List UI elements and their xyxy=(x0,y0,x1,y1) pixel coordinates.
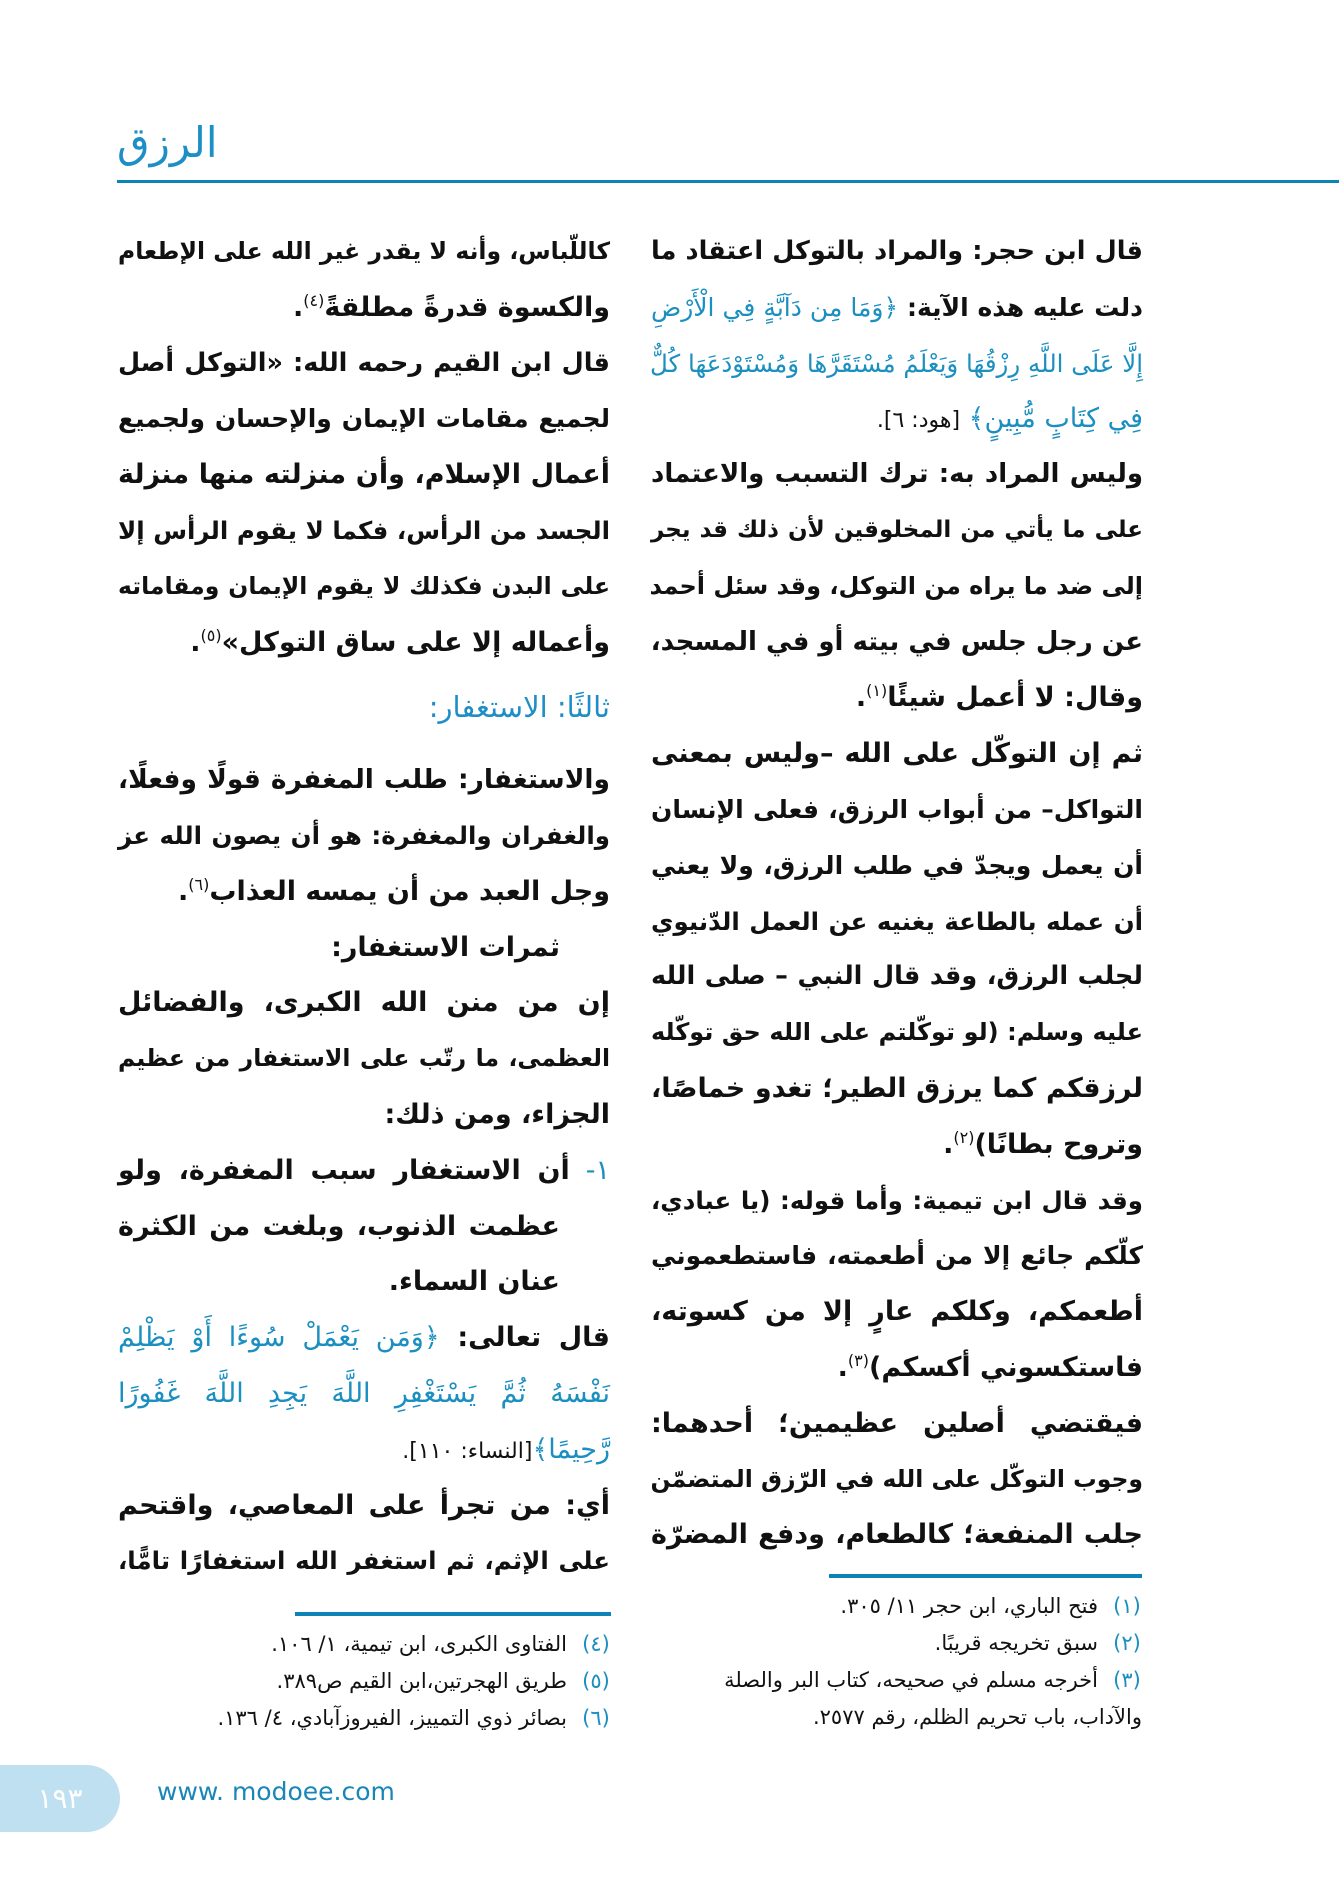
text: والاستغفار: طلب المغفرة قولًا وفعلًا، xyxy=(118,764,610,796)
text-line xyxy=(118,1031,610,1087)
text-line xyxy=(651,1507,1143,1563)
text-line xyxy=(118,503,610,559)
quran-verse: رَّحِيمًا﴾ xyxy=(532,1433,610,1465)
footnote-marker[interactable]: (١) xyxy=(866,681,888,701)
text: والغفران والمغفرة: هو أن يصون الله عز xyxy=(118,820,610,850)
text-line xyxy=(651,949,1143,1005)
footnote-marker[interactable]: (٤) xyxy=(303,290,325,310)
text-line xyxy=(651,670,1143,726)
text: وتروح بطانًا) xyxy=(974,1128,1143,1160)
text-line xyxy=(651,615,1143,671)
text: فيقتضي أصلين عظيمين؛ أحدهما: xyxy=(651,1407,1143,1439)
footnote xyxy=(118,1700,611,1737)
text: . xyxy=(855,682,867,714)
text-line xyxy=(651,1061,1143,1117)
footer-url[interactable]: www. modoee.com xyxy=(157,1777,395,1806)
page-number: ١٩٣ xyxy=(0,1765,120,1832)
footnote xyxy=(118,1663,611,1700)
text: الجزاء، ومن ذلك: xyxy=(384,1098,610,1130)
text-line xyxy=(118,920,610,976)
text-line xyxy=(651,838,1143,894)
footnote-continuation: والآداب، باب تحريم الظلم، رقم ٢٥٧٧. xyxy=(812,1705,1142,1729)
footnote-text: سبق تخريجه قريبًا. xyxy=(934,1631,1098,1655)
text: والكسوة قدرةً مطلقةً xyxy=(324,291,610,323)
text-line xyxy=(118,1422,610,1478)
text-line xyxy=(651,1005,1143,1061)
text-line xyxy=(651,1396,1143,1452)
footnotes-right xyxy=(640,1588,1142,1736)
footnote-text: بصائر ذوي التمييز، الفيروزآبادي، ٤/ ١٣٦. xyxy=(217,1706,567,1730)
text: على ما يأتي من المخلوقين لأن ذلك قد يجر xyxy=(651,516,1143,543)
left-column xyxy=(118,224,610,1589)
footnote-marker[interactable]: (٥) xyxy=(200,625,222,645)
text-line xyxy=(118,864,610,920)
text-line xyxy=(118,752,610,808)
footnote-number: (٣) xyxy=(1113,1668,1141,1692)
footnote-number: (٥) xyxy=(582,1669,610,1693)
text: وجل العبد من أن يمسه العذاب xyxy=(209,875,610,907)
footnote-text: أخرجه مسلم في صحيحه، كتاب البر والصلة xyxy=(724,1668,1098,1692)
text-line xyxy=(651,782,1143,838)
text-line xyxy=(118,1254,610,1310)
footnote-text: الفتاوى الكبرى، ابن تيمية، ١/ ١٠٦. xyxy=(271,1632,567,1656)
text: قال ابن حجر: والمراد بالتوكل اعتقاد ما xyxy=(651,236,1143,266)
footnote xyxy=(640,1588,1142,1625)
text: كلّكم جائع إلا من أطعمته، فاستطعموني xyxy=(651,1241,1143,1271)
text: أن عمله بالطاعة يغنيه عن العمل الدّنيوي xyxy=(651,906,1143,936)
text-line xyxy=(651,559,1143,615)
footnote-rule-left xyxy=(295,1612,611,1616)
footnote-number: (١) xyxy=(1113,1594,1141,1618)
text: لرزقكم كما يرزق الطير؛ تغدو خماصًا، xyxy=(651,1072,1143,1104)
footnote-marker[interactable]: (٦) xyxy=(188,874,210,894)
text: دلت عليه هذه الآية: xyxy=(898,292,1143,322)
text: . xyxy=(178,875,189,907)
text: إلى ضد ما يراه من التوكل، وقد سئل أحمد xyxy=(649,571,1143,600)
text-line xyxy=(651,447,1143,503)
text-line xyxy=(118,1087,610,1143)
text: . xyxy=(190,626,201,658)
footnote xyxy=(118,1626,611,1663)
text-line xyxy=(651,1340,1143,1396)
text: ثالثًا: الاستغفار: xyxy=(428,690,610,725)
page-header-title: الرزق xyxy=(117,118,218,167)
footnote xyxy=(640,1662,1142,1699)
text-line xyxy=(651,336,1143,392)
text: قال تعالى: xyxy=(439,1322,610,1354)
text-line xyxy=(651,894,1143,950)
text: وقد قال ابن تيمية: وأما قوله: (يا عبادي، xyxy=(651,1185,1143,1215)
text: إن من منن الله الكبرى، والفضائل xyxy=(118,987,610,1019)
footnotes-left xyxy=(118,1626,611,1737)
text-line xyxy=(651,1452,1143,1508)
text: . xyxy=(293,291,304,323)
text: وقال: لا أعمل شيئًا xyxy=(887,682,1143,714)
text-line xyxy=(651,280,1143,336)
text-line xyxy=(118,1478,610,1534)
text-line xyxy=(651,503,1143,559)
text: لجميع مقامات الإيمان والإحسان ولجميع xyxy=(118,404,610,434)
text: الجسد من الرأس، فكما لا يقوم الرأس إلا xyxy=(118,515,610,545)
text: عظمت الذنوب، وبلغت من الكثرة xyxy=(118,1210,560,1242)
text: على الإثم، ثم استغفر الله استغفارًا تامًّا، xyxy=(118,1546,610,1576)
text-line xyxy=(651,726,1143,782)
text: وليس المراد به: ترك التسبب والاعتماد xyxy=(651,459,1143,490)
list-number: ١- xyxy=(569,1154,610,1186)
footnote-number: (٤) xyxy=(582,1632,610,1656)
text-line xyxy=(651,1117,1143,1173)
text: . xyxy=(943,1128,954,1160)
quran-verse: نَفْسَهُ ثُمَّ يَسْتَغْفِرِ اللَّهَ يَجِدِ اللَّهَ غَفُورًا xyxy=(118,1377,610,1409)
text: . xyxy=(837,1351,848,1383)
text: عليه وسلم: (لو توكّلتم على الله حق توكّله xyxy=(651,1018,1143,1047)
footnote-marker[interactable]: (٣) xyxy=(847,1350,869,1370)
verse-reference: [هود: ٦]. xyxy=(876,408,961,434)
text-line xyxy=(651,1284,1143,1340)
text: كاللّباس، وأنه لا يقدر غير الله على الإطعام xyxy=(118,237,610,265)
text: قال ابن القيم رحمه الله: «التوكل أصل xyxy=(118,347,610,378)
text: وأعماله إلا على ساق التوكل» xyxy=(221,626,610,658)
text-line xyxy=(118,1199,610,1255)
footnote-number: (٦) xyxy=(582,1706,610,1730)
text-line xyxy=(118,559,610,615)
text: أي: من تجرأ على المعاصي، واقتحم xyxy=(118,1489,610,1521)
text: أن يعمل ويجدّ في طلب الرزق، ولا يعني xyxy=(651,850,1143,880)
verse-reference: [النساء: ١١٠]. xyxy=(402,1438,533,1464)
text-line xyxy=(651,1173,1143,1229)
section-heading xyxy=(118,680,610,736)
text-line xyxy=(651,1228,1143,1284)
quran-verse: ﴿وَمَا مِن دَآبَّةٍ فِي الْأَرْضِ xyxy=(651,292,899,322)
text-line xyxy=(651,224,1143,280)
text: ثمرات الاستغفار: xyxy=(331,931,560,963)
text-line xyxy=(118,336,610,392)
text-line xyxy=(118,615,610,671)
footnote-text: طريق الهجرتين،ابن القيم ص٣٨٩. xyxy=(276,1669,567,1693)
text-line xyxy=(118,280,610,336)
footnote xyxy=(640,1625,1142,1662)
footnote-marker[interactable]: (٢) xyxy=(953,1127,975,1147)
text-line xyxy=(651,391,1143,447)
quran-verse: فِي كِتَابٍ مُّبِينٍ﴾ xyxy=(960,403,1143,435)
text: ثم إن التوكّل على الله –وليس بمعنى xyxy=(651,738,1143,770)
text: التواكل– من أبواب الرزق، فعلى الإنسان xyxy=(651,794,1143,824)
footnote-number: (٢) xyxy=(1113,1631,1141,1655)
text: عنان السماء. xyxy=(388,1266,560,1298)
footnote-text: فتح الباري، ابن حجر ١١/ ٣٠٥. xyxy=(840,1594,1098,1618)
text-line xyxy=(118,447,610,503)
text: العظمى، ما رتّب على الاستغفار من عظيم xyxy=(118,1044,610,1073)
text: أعمال الإسلام، وأن منزلته منها منزلة xyxy=(118,459,610,491)
text-line xyxy=(118,975,610,1031)
quran-verse: ﴿وَمَن يَعْمَلْ سُوءًا أَوْ يَظْلِمْ xyxy=(118,1322,440,1354)
quran-verse: إِلَّا عَلَى اللَّهِ رِزْقُهَا وَيَعْلَمُ مُسْتَقَرَّهَا وَمُسْتَوْدَعَهَا كُلٌّ xyxy=(649,348,1143,378)
right-column xyxy=(651,224,1143,1563)
footnote-rule-right xyxy=(829,1574,1142,1578)
header-divider xyxy=(117,180,1339,183)
text-line xyxy=(118,224,610,280)
text: فاستكسوني أكسكم) xyxy=(869,1351,1143,1383)
text: عن رجل جلس في بيته أو في المسجد، xyxy=(650,626,1143,657)
text: وجوب التوكّل على الله في الرّزق المتضمّن xyxy=(650,1464,1143,1493)
text-line xyxy=(118,1143,610,1199)
text-line xyxy=(118,1533,610,1589)
text-line xyxy=(118,808,610,864)
text: على البدن فكذلك لا يقوم الإيمان ومقاماته xyxy=(118,571,610,600)
text: لجلب الرزق، وقد قال النبي – صلى الله xyxy=(651,961,1143,992)
text: أطعمكم، وكلكم عارٍ إلا من كسوته، xyxy=(651,1296,1143,1328)
text-line xyxy=(118,1366,610,1422)
text-line xyxy=(118,1310,610,1366)
text: جلب المنفعة؛ كالطعام، ودفع المضرّة xyxy=(651,1519,1143,1551)
text: أن الاستغفار سبب المغفرة، ولو xyxy=(118,1154,570,1186)
text-line xyxy=(118,391,610,447)
